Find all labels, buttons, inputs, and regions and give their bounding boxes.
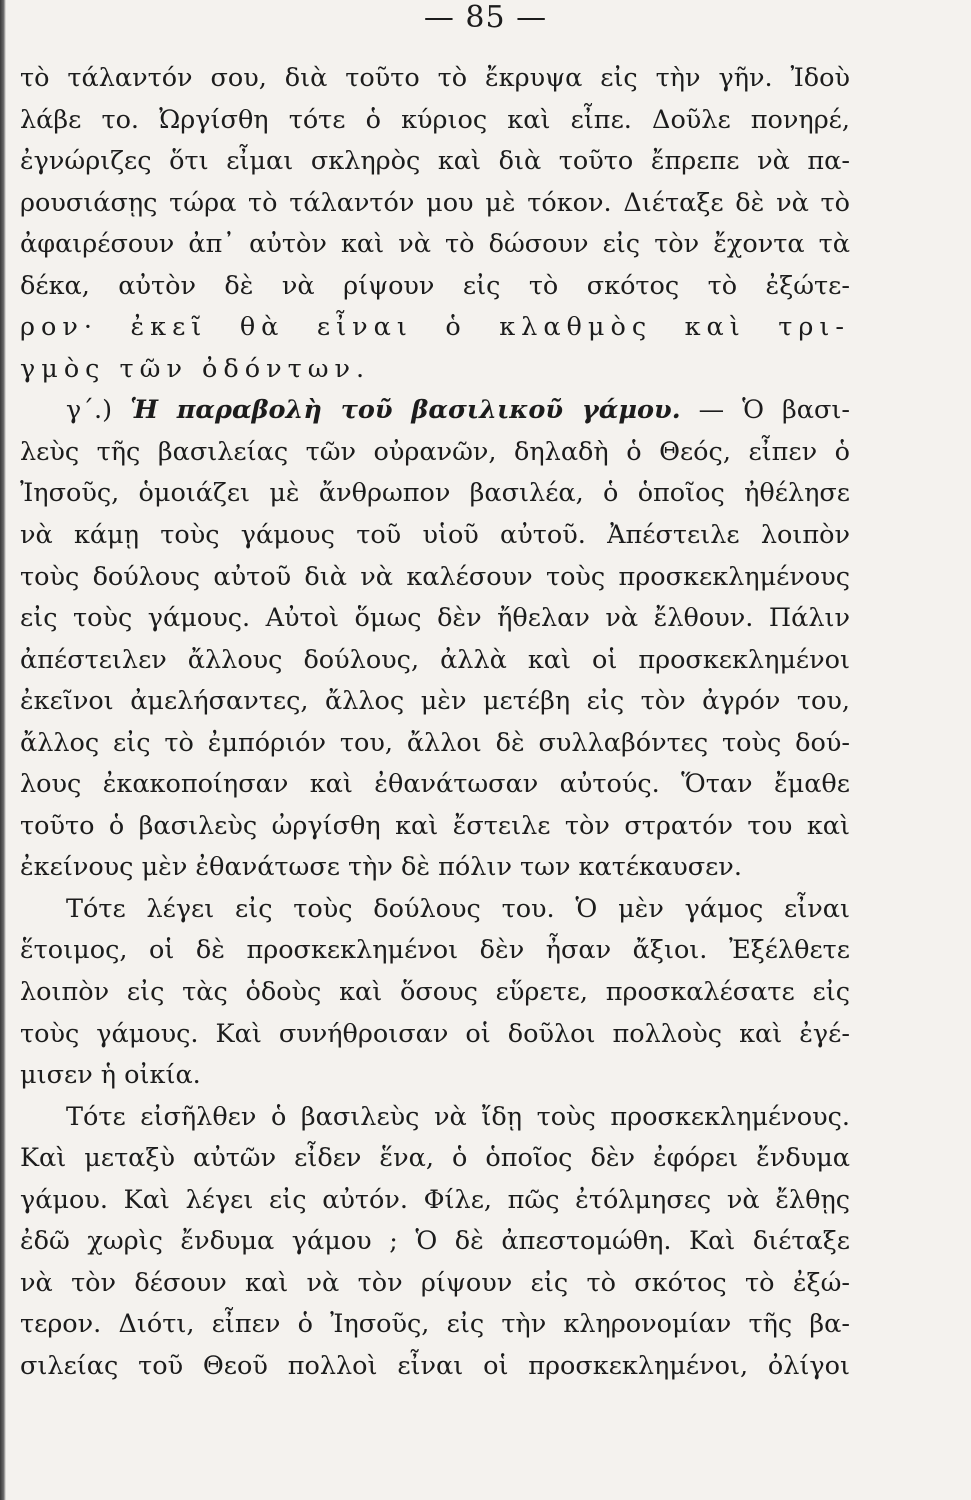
text-line: λεὺς τῆς βασιλείας τῶν οὐρανῶν, δηλαδὴ ὁ Θεός, εἶπεν ὁ [20, 436, 850, 467]
text-line: Καὶ μεταξὺ αὐτῶν εἶδεν ἕνα, ὁ ὁποῖος δὲν ἐφόρει ἔνδυμα [20, 1143, 850, 1174]
text-line: νὰ κάμῃ τοὺς γάμους τοῦ υἱοῦ αὐτοῦ. Ἀπέστειλε λοιπὸν [20, 520, 850, 551]
text-line: τὸ τάλαντόν σου, διὰ τοῦτο τὸ ἔκρυψα εἰς τὴν γῆν. Ἰδοὺ [20, 63, 850, 93]
text-line: ρουσιάσῃς τώρα τὸ τάλαντόν μου μὲ τόκον. Διέταξε δὲ νὰ τὸ [20, 187, 850, 218]
text-line: ἐγνώριζες ὅτι εἶμαι σκληρὸς καὶ διὰ τοῦτο ἔπρεπε νὰ πα- [20, 146, 850, 177]
text-line: γμὸς τῶν ὀδόντων. [20, 353, 371, 384]
section-heading-line [20, 390, 850, 432]
text-line: ἕτοιμος, οἱ δὲ προσκεκλημένοι δὲν ἦσαν ἄξιοι. Ἐξέλθετε [20, 935, 850, 966]
binding-edge [0, 0, 6, 1500]
text-line: δέκα, αὐτὸν δὲ νὰ ρίψουν εἰς τὸ σκότος τὸ ἐξώτε- [20, 270, 850, 301]
text-line: λους ἐκακοποίησαν καὶ ἐθανάτωσαν αὐτούς. Ὅταν ἔμαθε [20, 769, 850, 800]
text-line: ἄλλος εἰς τὸ ἐμπόριόν του, ἄλλοι δὲ συλλαβόντες τοὺς δού- [20, 727, 850, 758]
text-line: μισεν ἡ οἰκία. [20, 1060, 201, 1091]
text-line: ἐκείνους μὲν ἐθανάτωσε τὴν δὲ πόλιν των κατέκαυσεν. [20, 852, 742, 883]
text-line: τερον. Διότι, εἶπεν ὁ Ἰησοῦς, εἰς τὴν κληρονομίαν τῆς βα- [20, 1309, 850, 1340]
text-line: γάμου. Καὶ λέγει εἰς αὐτόν. Φίλε, πῶς ἐτόλμησες νὰ ἔλθῃς [20, 1184, 850, 1215]
text-line: ἀφαιρέσουν ἀπ᾽ αὐτὸν καὶ νὰ τὸ δώσουν εἰς τὸν ἔχοντα τὰ [20, 229, 850, 260]
page-number: — 85 — [423, 0, 548, 35]
text-line: ἐκεῖνοι ἀμελήσαντες, ἄλλος μὲν μετέβη εἰς τὸν ἀγρόν του, [20, 686, 850, 717]
text-line: ἀπέστειλεν ἄλλους δούλους, ἀλλὰ καὶ οἱ προσκεκλημένοι [20, 644, 850, 675]
text-line: λάβε το. Ὠργίσθη τότε ὁ κύριος καὶ εἶπε. Δοῦλε πονηρέ, [20, 104, 850, 135]
body-text [20, 58, 850, 1388]
text-line: εἰς τοὺς γάμους. Αὐτοὶ ὅμως δὲν ἤθελαν νὰ ἔλθουν. Πάλιν [20, 603, 850, 634]
section-label: γ΄.) [66, 395, 113, 426]
text-line: ἐδῶ χωρὶς ἔνδυμα γάμου ; Ὁ δὲ ἀπεστομώθη. Καὶ διέταξε [20, 1226, 850, 1257]
text-line: τοὺς γάμους. Καὶ συνήθροισαν οἱ δοῦλοι πολλοὺς καὶ ἐγέ- [20, 1018, 850, 1049]
text-line: σιλείας τοῦ Θεοῦ πολλοὶ εἶναι οἱ προσκεκλημένοι, ὀλίγοι [20, 1350, 850, 1381]
text-line: ρον· ἐκεῖ θὰ εἶναι ὁ κλαθμὸς καὶ τρι- [20, 312, 850, 343]
text-line: λοιπὸν εἰς τὰς ὁδοὺς καὶ ὅσους εὕρετε, προσκαλέσατε εἰς [20, 977, 850, 1008]
text-line: τοὺς δούλους αὐτοῦ διὰ νὰ καλέσουν τοὺς προσκεκλημένους [20, 561, 850, 592]
text-line: νὰ τὸν δέσουν καὶ νὰ τὸν ρίψουν εἰς τὸ σκότος τὸ ἐξώ- [20, 1267, 850, 1298]
text-line: Ἰησοῦς, ὁμοιάζει μὲ ἄνθρωπον βασιλέα, ὁ ὁποῖος ἠθέλησε [20, 478, 850, 509]
section-heading: Ἡ παραβολὴ τοῦ βασιλικοῦ γάμου. [130, 395, 681, 426]
text-line: Τότε λέγει εἰς τοὺς δούλους του. Ὁ μὲν γάμος εἶναι [66, 893, 850, 924]
text-line: Τότε εἰσῆλθεν ὁ βασιλεὺς νὰ ἴδῃ τοὺς προσκεκλημένους. [66, 1101, 850, 1132]
text-line: τοῦτο ὁ βασιλεὺς ὠργίσθη καὶ ἔστειλε τὸν στρατόν του καὶ [20, 810, 850, 841]
section-text: — Ὁ βασι- [698, 395, 850, 426]
